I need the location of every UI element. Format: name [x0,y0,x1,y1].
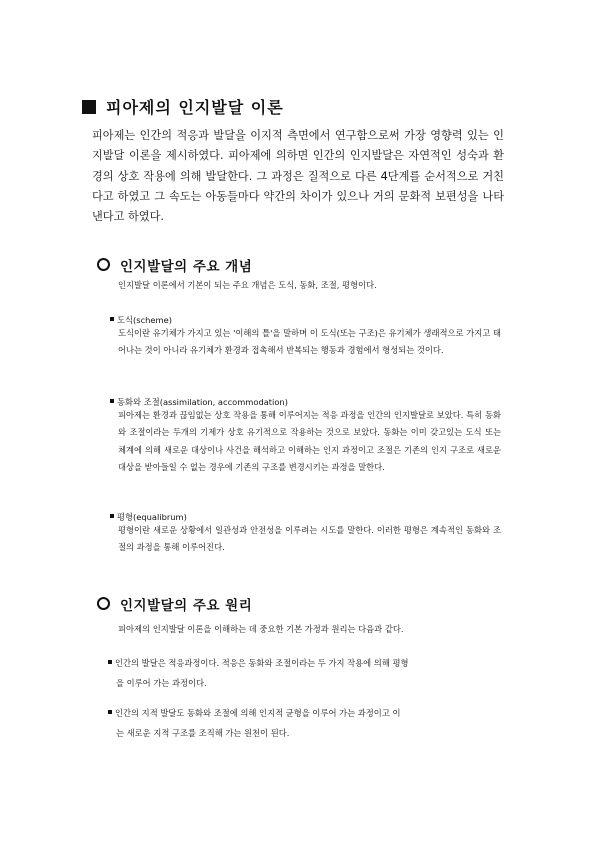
concept-desc-equilibrium: 평형이란 새로운 상황에서 일관성과 안전성을 이루려는 시도를 말한다. 이러한 평형은 계속적인 동화와 조절의 과정을 통해 이루어진다. [118,525,501,553]
principle-item [108,654,502,693]
square-bullet-icon [110,514,114,518]
section-1-heading [97,255,252,275]
square-bullet-icon [108,660,112,664]
section-2-lead: 피아제의 인지발달 이론을 이해하는 데 중요한 기본 가정과 원리는 다음과 같다. [118,624,404,634]
principle-line-2: 을 이루어 가는 과정이다. [116,677,207,688]
concept-desc-assimilation: 피아제는 환경과 끊임없는 상호 작용을 통해 이루어지는 적응 과정을 인간의 인지발달로 보았다. 특히 동화와 조절이라는 두개의 기제가 상호 유기적으로 작용하는 것으로 보았다. 동화는 이미 갖고있는 도식 또는 체계에 의해 새로운 대상이나 사건을 해석하고 이해하는 인지 과정이고 조절은 기존의 인지 구조로 새로운 대상을 받아들일 수 없는 경우에 기존의 구조를 변경시키는 과정을 말한다. [118,410,501,472]
intro-paragraph: 피아제는 인간의 적응과 발달을 이지적 측면에서 연구함으로써 가장 영향력 있는 인지발달 이론을 제시하였다. 피아제에 의하면 인간의 인지발달은 자연적인 성숙과 환경의 상호 작용에 의해 발달한다. 그 과정은 질적으로 다른 4단계를 순서적으로 거친다고 하였고 그 속도는 아동들마다 약간의 차이가 있으나 거의 문화적 보편성을 나타낸다고 하였다. [92,129,504,224]
concept-term-label: 평형(equalibrum) [117,512,187,522]
section-1-title: 인지발달의 주요 개념 [120,259,253,275]
principle-line-1: 인간의 지적 발달도 동화와 조절에 의해 인지적 균형을 이루어 가는 과정이고 이 [115,708,401,718]
circle-bullet-icon [97,258,110,271]
black-square-icon [82,100,96,114]
main-title-text: 피아제의 인지발달 이론 [106,98,284,117]
square-bullet-icon [108,710,112,714]
section-1-lead: 인지발달 이론에서 기본이 되는 주요 개념은 도식, 동화, 조절, 평형이다. [118,280,377,290]
principle-line-2: 는 새로운 지적 구조를 조직해 가는 원천이 된다. [116,727,290,738]
square-bullet-icon [110,317,114,321]
section-2-title: 인지발달의 주요 원리 [120,598,253,614]
principle-line-1: 인간의 발달은 적응과정이다. 적응은 동화와 조절이라는 두 가지 작용에 의해 평형 [115,658,409,668]
square-bullet-icon [110,399,114,403]
principle-item [108,704,502,743]
main-title [82,95,284,118]
section-2-heading [97,594,252,614]
circle-bullet-icon [97,597,110,610]
concept-term-label: 도식(scheme) [117,315,172,325]
concept-term-label: 동화와 조절(assimilation, accommodation) [117,397,288,407]
concept-desc-scheme: 도식이란 유기체가 가지고 있는 '이해의 틀'을 말하며 이 도식(또는 구조)은 유기체가 생래적으로 가지고 태어나는 것이 아니라 유기체가 환경과 접촉해서 반복되는 행동과 경험에서 형성되는 것이다. [118,328,501,356]
